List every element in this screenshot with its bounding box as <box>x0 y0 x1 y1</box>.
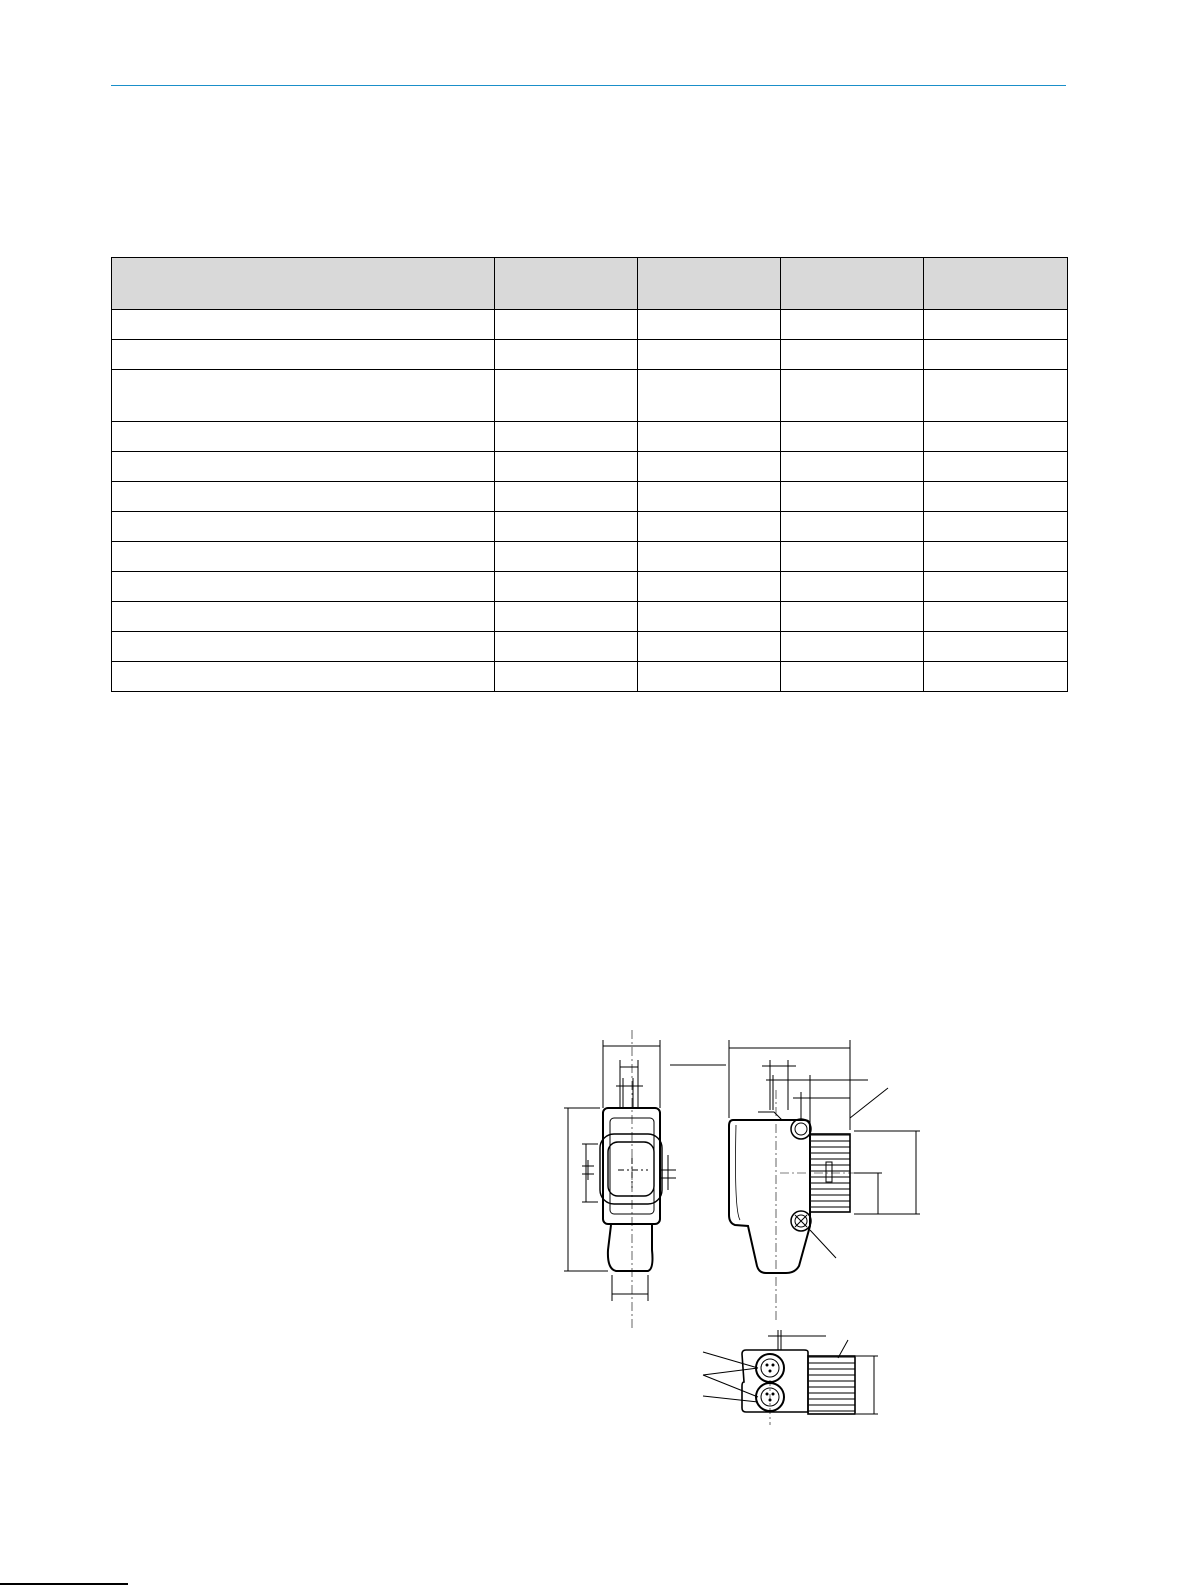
table-cell <box>112 512 495 542</box>
table-cell <box>495 572 638 602</box>
table-cell <box>924 452 1068 482</box>
table-cell <box>781 572 924 602</box>
table-cell <box>924 602 1068 632</box>
table-cell <box>924 340 1068 370</box>
table-cell <box>112 482 495 512</box>
table-header-cell <box>112 258 495 310</box>
table-row <box>112 422 1068 452</box>
table-row <box>112 452 1068 482</box>
spec-table <box>111 257 1068 692</box>
table-cell <box>781 370 924 422</box>
table-cell <box>112 602 495 632</box>
table-cell <box>781 542 924 572</box>
table-cell <box>781 310 924 340</box>
table-header-row <box>112 258 1068 310</box>
table-cell <box>781 340 924 370</box>
table-cell <box>924 422 1068 452</box>
table-cell <box>495 542 638 572</box>
table-header-cell <box>781 258 924 310</box>
table-cell <box>495 482 638 512</box>
table-row <box>112 542 1068 572</box>
table-row <box>112 602 1068 632</box>
table-cell <box>495 632 638 662</box>
table-cell <box>638 422 781 452</box>
table-cell <box>781 632 924 662</box>
table-row <box>112 340 1068 370</box>
table-row <box>112 512 1068 542</box>
table-row <box>112 482 1068 512</box>
table-cell <box>112 340 495 370</box>
table-row <box>112 572 1068 602</box>
table-cell <box>924 310 1068 340</box>
table-cell <box>924 662 1068 692</box>
table-row <box>112 632 1068 662</box>
table-cell <box>781 602 924 632</box>
table-header-cell <box>495 258 638 310</box>
table-cell <box>495 370 638 422</box>
table-cell <box>495 662 638 692</box>
table-cell <box>924 512 1068 542</box>
table-cell <box>638 632 781 662</box>
table-cell <box>781 662 924 692</box>
table-cell <box>495 422 638 452</box>
table-cell <box>638 512 781 542</box>
table-cell <box>495 602 638 632</box>
table-cell <box>638 662 781 692</box>
table-cell <box>112 662 495 692</box>
table-cell <box>638 572 781 602</box>
table-header-cell <box>638 258 781 310</box>
table-cell <box>924 482 1068 512</box>
table-cell <box>924 370 1068 422</box>
table-row <box>112 662 1068 692</box>
table-cell <box>112 542 495 572</box>
table-cell <box>112 572 495 602</box>
table-cell <box>638 310 781 340</box>
table-cell <box>638 340 781 370</box>
dimension-drawing <box>548 1030 948 1430</box>
table-cell <box>112 370 495 422</box>
table-cell <box>495 340 638 370</box>
table-cell <box>112 452 495 482</box>
table-cell <box>495 512 638 542</box>
table-cell <box>112 632 495 662</box>
table-cell <box>781 512 924 542</box>
table-cell <box>638 542 781 572</box>
table-cell <box>638 602 781 632</box>
table-cell <box>495 452 638 482</box>
table-cell <box>638 482 781 512</box>
side-view <box>670 1040 920 1320</box>
table-header-cell <box>924 258 1068 310</box>
table-cell <box>924 542 1068 572</box>
header-rule <box>111 85 1066 86</box>
table-cell <box>924 572 1068 602</box>
table-row <box>112 370 1068 422</box>
table-cell <box>638 452 781 482</box>
table-cell <box>112 310 495 340</box>
table-cell <box>781 422 924 452</box>
table-cell <box>781 482 924 512</box>
bottom-view <box>703 1330 878 1425</box>
front-view <box>564 1030 676 1330</box>
table-cell <box>924 632 1068 662</box>
table-cell <box>495 310 638 340</box>
table-cell <box>112 422 495 452</box>
table-row <box>112 310 1068 340</box>
table-cell <box>638 370 781 422</box>
table-cell <box>781 452 924 482</box>
